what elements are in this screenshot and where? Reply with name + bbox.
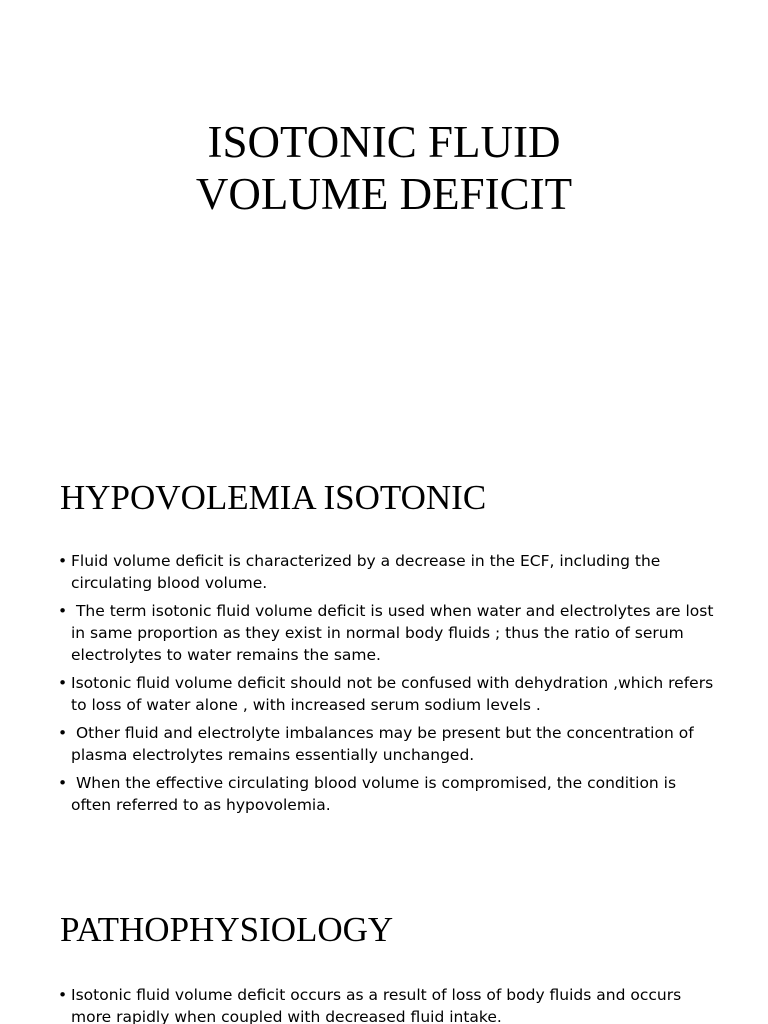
list-item xyxy=(58,672,718,716)
list-item xyxy=(58,772,718,816)
list-item xyxy=(58,600,718,666)
bullet-text: Fluid volume deficit is characterized by a decrease in the ECF, including the circulating blood volume. xyxy=(71,552,661,592)
bullet-icon: • xyxy=(58,724,68,742)
bullet-icon: • xyxy=(58,674,68,692)
bullet-list-hypovolemia xyxy=(58,550,718,822)
bullet-icon: • xyxy=(58,986,68,1004)
list-item xyxy=(58,550,718,594)
bullet-text: Isotonic fluid volume deficit occurs as a result of loss of body fluids and occurs more rapidly when coupled with decreased fluid intake. xyxy=(71,986,682,1024)
list-item xyxy=(58,722,718,766)
bullet-list-pathophysiology xyxy=(58,984,718,1024)
bullet-text: Isotonic fluid volume deficit should not be confused with dehydration ,which refers to loss of water alone , with increased serum sodium levels . xyxy=(71,674,714,714)
bullet-icon: • xyxy=(58,552,68,570)
bullet-text: Other fluid and electrolyte imbalances may be present but the concentration of plasma electrolytes remains essentially unchanged. xyxy=(71,724,699,764)
section-heading-pathophysiology: PATHOPHYSIOLOGY xyxy=(60,910,394,949)
bullet-text: When the effective circulating blood volume is compromised, the condition is often referred to as hypovolemia. xyxy=(71,774,681,814)
slide-title xyxy=(0,116,768,220)
bullet-icon: • xyxy=(58,774,68,792)
slide-title-line-2: VOLUME DEFICIT xyxy=(195,169,573,219)
bullet-text: The term isotonic fluid volume deficit is used when water and electrolytes are lost in same proportion as they exist in normal body fluids ; thus the ratio of serum electrolytes to water remains the same. xyxy=(71,602,719,664)
slide-title-line-1: ISOTONIC FLUID xyxy=(207,117,561,167)
list-item xyxy=(58,984,718,1024)
section-heading-hypovolemia: HYPOVOLEMIA ISOTONIC xyxy=(60,478,487,517)
bullet-icon: • xyxy=(58,602,68,620)
